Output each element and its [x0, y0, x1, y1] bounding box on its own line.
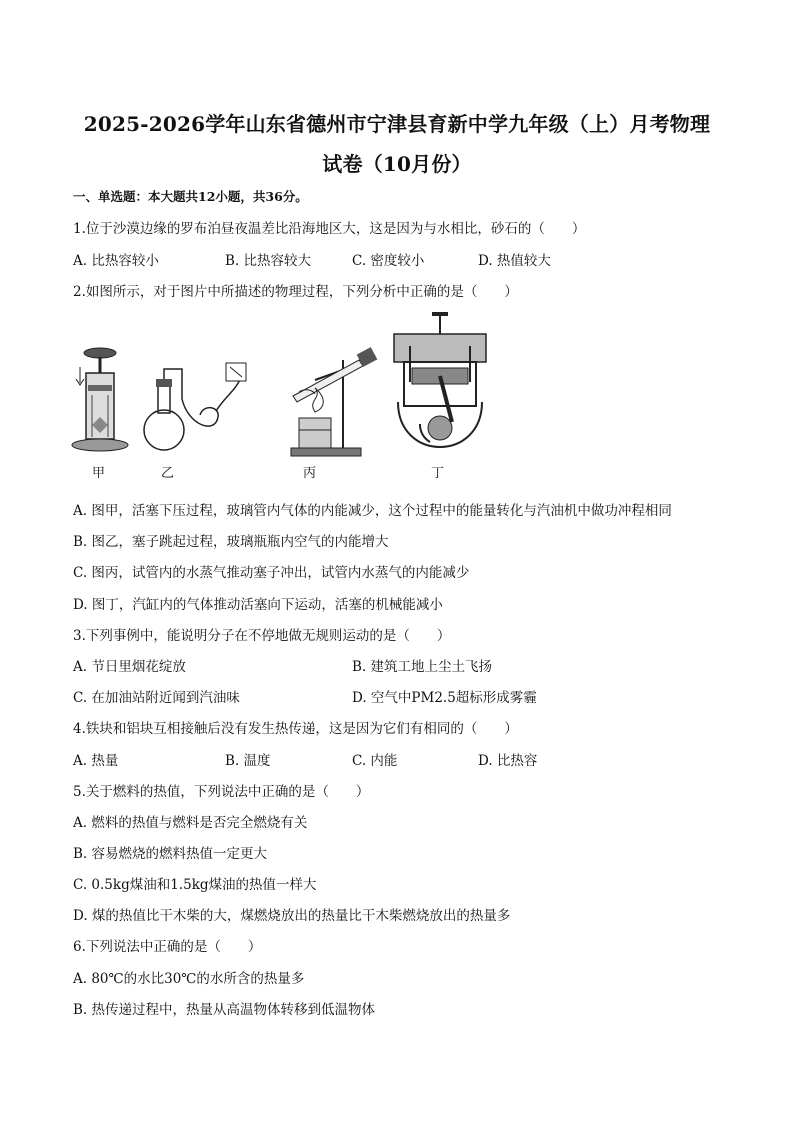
question-1-option-c[interactable]: C. 密度较小: [352, 253, 425, 269]
question-5-option-d[interactable]: D. 煤的热值比干木柴的大，煤燃烧放出的热量比干木柴燃烧放出的热量多: [73, 908, 511, 924]
question-4-option-d[interactable]: D. 比热容: [478, 753, 538, 769]
question-5-option-a[interactable]: A. 燃料的热值与燃料是否完全燃烧有关: [73, 815, 308, 831]
question-1-option-d[interactable]: D. 热值较大: [478, 253, 551, 269]
question-5-stem: 5.关于燃料的热值，下列说法中正确的是（ ）: [73, 784, 370, 800]
question-4-option-b[interactable]: B. 温度: [225, 753, 271, 769]
figure-bing-test-tube-heating: [285, 340, 380, 458]
figure-label-ding: 丁: [431, 466, 445, 481]
question-1-stem: 1.位于沙漠边缘的罗布泊昼夜温差比沿海地区大，这是因为与水相比，砂石的（ ）: [73, 221, 586, 237]
question-1-option-b[interactable]: B. 比热容较大: [225, 253, 312, 269]
question-3-stem: 3.下列事例中，能说明分子在不停地做无规则运动的是（ ）: [73, 628, 451, 644]
figure-label-yi: 乙: [161, 466, 175, 481]
question-3-option-d[interactable]: D. 空气中PM2.5超标形成雾霾: [352, 690, 537, 706]
section-heading: 一、单选题：本大题共12小题，共36分。: [73, 189, 308, 204]
question-3-option-c[interactable]: C. 在加油站附近闻到汽油味: [73, 690, 240, 706]
page-title-line-1: 2025-2026学年山东省德州市宁津县育新中学九年级（上）月考物理: [83, 112, 711, 136]
figure-label-bing: 丙: [303, 466, 317, 481]
question-6-option-b[interactable]: B. 热传递过程中，热量从高温物体转移到低温物体: [73, 1002, 376, 1018]
question-4-option-c[interactable]: C. 内能: [352, 753, 398, 769]
question-3-option-a[interactable]: A. 节日里烟花绽放: [73, 659, 186, 675]
question-6-option-a[interactable]: A. 80℃的水比30℃的水所含的热量多: [73, 971, 305, 987]
question-2-option-d[interactable]: D. 图丁，汽缸内的气体推动活塞向下运动，活塞的机械能减小: [73, 597, 443, 613]
question-1-option-a[interactable]: A. 比热容较小: [73, 253, 159, 269]
figure-label-jia: 甲: [92, 466, 106, 481]
question-2-option-a[interactable]: A. 图甲，活塞下压过程，玻璃管内气体的内能减少，这个过程中的能量转化与汽油机中做功冲程相同: [73, 503, 672, 519]
question-4-option-a[interactable]: A. 热量: [73, 753, 119, 769]
question-2-stem: 2.如图所示，对于图片中所描述的物理过程，下列分析中正确的是（ ）: [73, 284, 518, 300]
question-4-stem: 4.铁块和铝块互相接触后没有发生热传递，这是因为它们有相同的（ ）: [73, 721, 518, 737]
figure-jia-piston-cylinder: [70, 345, 130, 455]
question-5-option-b[interactable]: B. 容易燃烧的燃料热值一定更大: [73, 846, 268, 862]
page-title-line-2: 试卷（10月份）: [322, 152, 472, 176]
question-6-stem: 6.下列说法中正确的是（ ）: [73, 939, 262, 955]
question-3-option-b[interactable]: B. 建筑工地上尘土飞扬: [352, 659, 493, 675]
question-2-option-b[interactable]: B. 图乙，塞子跳起过程，玻璃瓶瓶内空气的内能增大: [73, 534, 389, 550]
question-5-option-c[interactable]: C. 0.5kg煤油和1.5kg煤油的热值一样大: [73, 877, 317, 893]
figure-ding-engine-cylinder: [390, 312, 490, 457]
question-2-option-c[interactable]: C. 图丙，试管内的水蒸气推动塞子冲出，试管内水蒸气的内能减少: [73, 565, 470, 581]
figure-yi-flask-bottle: [140, 355, 255, 455]
